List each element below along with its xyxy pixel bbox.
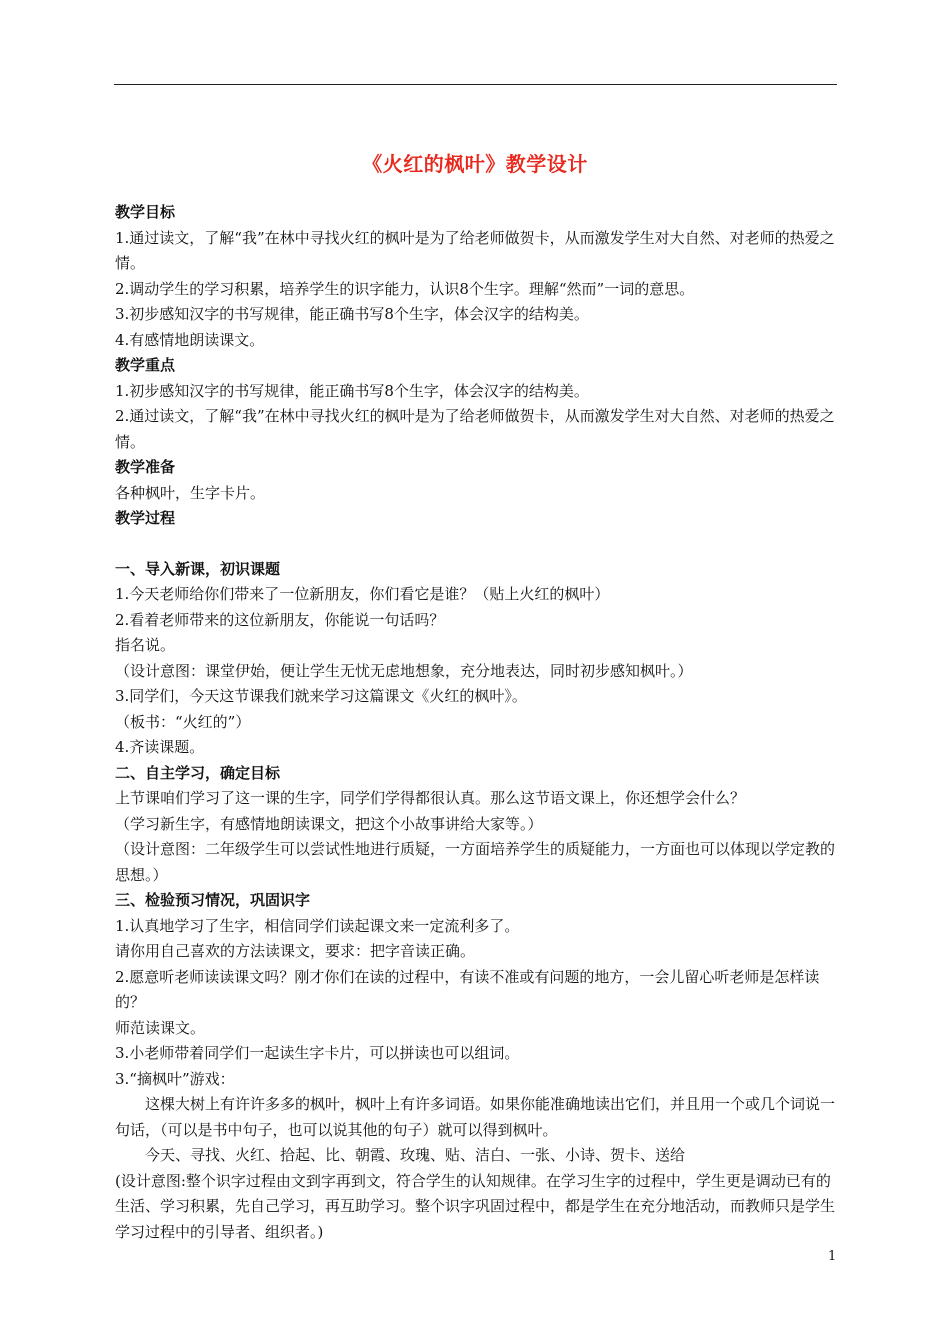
paragraph: 3.初步感知汉字的书写规律，能正确书写8个生字，体会汉字的结构美。 xyxy=(115,305,589,323)
header-rule xyxy=(114,84,837,85)
document-body xyxy=(115,200,839,1245)
paragraph: 师范读课文。 xyxy=(115,1018,206,1037)
section-heading-focus: 教学重点 xyxy=(115,356,176,374)
paragraph: （板书：“火红的”） xyxy=(115,712,251,731)
section-heading-process: 教学过程 xyxy=(115,509,176,527)
paragraph: 4.有感情地朗读课文。 xyxy=(115,330,265,349)
paragraph: 上节课咱们学习了这一课的生字，同学们学得都很认真。那么这节语文课上，你还想学会什么？ xyxy=(115,789,746,807)
paragraph: （设计意图：课堂伊始，便让学生无忧无虑地想象，充分地表达，同时初步感知枫叶。） xyxy=(115,661,693,680)
section-heading-part1: 一、导入新课，初识课题 xyxy=(115,559,281,578)
paragraph: 1.初步感知汉字的书写规律，能正确书写8个生字，体会汉字的结构美。 xyxy=(115,381,589,400)
paragraph: 2.看着老师带来的这位新朋友，你能说一句话吗？ xyxy=(115,610,445,629)
paragraph: 1.认真地学习了生字，相信同学们读起课文来一定流利多了。 xyxy=(115,916,520,935)
section-heading-part2: 二、自主学习，确定目标 xyxy=(115,763,281,782)
section-heading-part3: 三、检验预习情况，巩固识字 xyxy=(115,891,311,909)
word-list: 今天、寻找、火红、拾起、比、朝霞、玫瑰、贴、洁白、一张、小诗、贺卡、送给 xyxy=(145,1146,686,1164)
paragraph: （学习新生字，有感情地朗读课文，把这个小故事讲给大家等。） xyxy=(115,814,543,833)
paragraph: 各种枫叶，生字卡片。 xyxy=(115,483,266,502)
paragraph: 2.愿意听老师读读课文吗？刚才你们在读的过程中，有读不准或有问题的地方，一会儿留心听老师是怎样读的？ xyxy=(115,967,820,1011)
paragraph: 这棵大树上有许许多多的枫叶，枫叶上有许多词语。如果你能准确地读出它们，并且用一个或几个词说一句话，（可以是书中句子，也可以说其他的句子）就可以得到枫叶。 xyxy=(115,1095,836,1139)
page-number: 1 xyxy=(828,1249,837,1264)
paragraph: 1.通过读文，了解“我”在林中寻找火红的枫叶是为了给老师做贺卡，从而激发学生对大自然、对老师的热爱之情。 xyxy=(115,228,835,272)
paragraph: 请你用自己喜欢的方法读课文，要求：把字音读正确。 xyxy=(115,942,476,960)
design-note: (设计意图:整个识字过程由文到字再到文，符合学生的认知规律。在学习生字的过程中，学生更是调动已有的生活、学习积累，先自己学习，再互助学习。整个识字巩固过程中，都是学生在充分地活动，而教师只是学生学习过程中的引导者、组织者。) xyxy=(115,1171,836,1241)
document-title: 《火红的枫叶》教学设计 xyxy=(362,152,588,176)
paragraph: 2.通过读文，了解“我”在林中寻找火红的枫叶是为了给老师做贺卡，从而激发学生对大自然、对老师的热爱之情。 xyxy=(115,407,835,451)
paragraph: 4.齐读课题。 xyxy=(115,738,205,756)
paragraph: 指名说。 xyxy=(115,636,176,654)
paragraph: 2.调动学生的学习积累，培养学生的识字能力，认识8个生字。理解“然而”一词的意思。 xyxy=(115,279,695,298)
paragraph: 3.同学们，今天这节课我们就来学习这篇课文《火红的枫叶》。 xyxy=(115,687,527,705)
paragraph: 3.小老师带着同学们一起读生字卡片，可以拼读也可以组词。 xyxy=(115,1044,520,1062)
section-heading-goals: 教学目标 xyxy=(115,203,176,221)
paragraph: 3.“摘枫叶”游戏： xyxy=(115,1069,235,1088)
spacer xyxy=(115,532,839,557)
section-heading-prep: 教学准备 xyxy=(115,458,176,476)
paragraph: （设计意图：二年级学生可以尝试性地进行质疑，一方面培养学生的质疑能力，一方面也可以体现以学定教的思想。） xyxy=(115,840,836,884)
paragraph: 1.今天老师给你们带来了一位新朋友，你们看它是谁？（贴上火红的枫叶） xyxy=(115,585,610,603)
